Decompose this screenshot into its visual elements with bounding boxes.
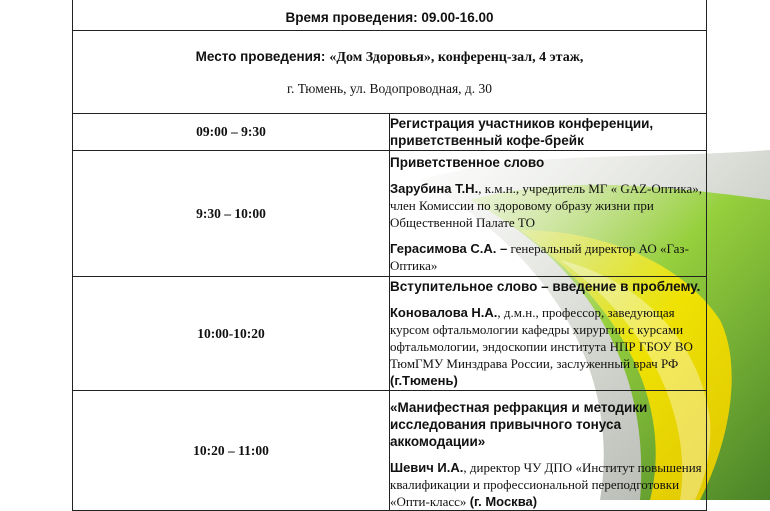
- time-cell: 10:00-10:20: [73, 277, 390, 391]
- place-label: Место проведения:: [195, 48, 326, 64]
- header-time-cell: [73, 0, 707, 31]
- place-address: г. Тюмень, ул. Водопроводная, д. 30: [286, 80, 493, 96]
- speaker-city: (г. Москва): [469, 494, 538, 509]
- table-row: [73, 277, 707, 391]
- header-place-row: [73, 31, 707, 114]
- row-title: Вступительное слово – введение в проблему.: [390, 279, 701, 294]
- content-cell: [390, 391, 707, 511]
- header-time-row: [73, 0, 707, 31]
- row-title: «Манифестная рефракция и методики исследования привычного тонуса аккомодации»: [390, 400, 648, 449]
- program-table: [72, 0, 707, 511]
- header-place-cell: [73, 31, 707, 114]
- row-title: Регистрация участников конференции, приветственный кофе-брейк: [390, 116, 654, 148]
- speaker-desc: , к.м.н., учредитель МГ « GAZ-Оптика», член Комиссии по здоровому образу жизни при Общественной Палате ТО: [390, 180, 703, 230]
- content-cell: [390, 151, 707, 277]
- speaker-entry: [390, 304, 706, 389]
- speaker-name: Коновалова Н.А.: [390, 305, 498, 320]
- speaker-city: (г.Тюмень): [390, 373, 458, 388]
- speaker-desc: генеральный директор АО «Газ-Оптика»: [390, 240, 689, 273]
- speaker-desc: , директор ЧУ ДПО «Институт повышения квалификации и профессиональной переподготовки «Опти-класс»: [390, 460, 702, 509]
- speaker-entry: [390, 180, 706, 231]
- time-cell: 9:30 – 10:00: [73, 151, 390, 277]
- content-cell: [390, 277, 707, 391]
- table-row: [73, 151, 707, 277]
- speaker-desc: , д.м.н., профессор, заведующая курсом офтальмологии кафедры хирургии с курсами офтальмологии, эндоскопии института НПР ГБОУ ВО ТюмГМУ Минздрава России, заслуженный врач РФ: [390, 305, 693, 371]
- speaker-name: Шевич И.А.: [390, 460, 464, 475]
- event-time: Время проведения: 09.00-16.00: [285, 9, 494, 25]
- speaker-entry: [390, 459, 706, 510]
- time-cell: 09:00 – 9:30: [73, 114, 390, 151]
- speaker-entry: [390, 240, 706, 274]
- table-row: [73, 391, 707, 511]
- content-cell: [390, 114, 707, 151]
- speaker-name: Герасимова С.А. –: [390, 240, 508, 256]
- time-cell: 10:20 – 11:00: [73, 391, 390, 511]
- table-row: [73, 114, 707, 151]
- speaker-name: Зарубина Т.Н.: [390, 180, 479, 196]
- place-value: «Дом Здоровья», конференц-зал, 4 этаж,: [329, 49, 584, 65]
- row-title: Приветственное слово: [390, 154, 545, 170]
